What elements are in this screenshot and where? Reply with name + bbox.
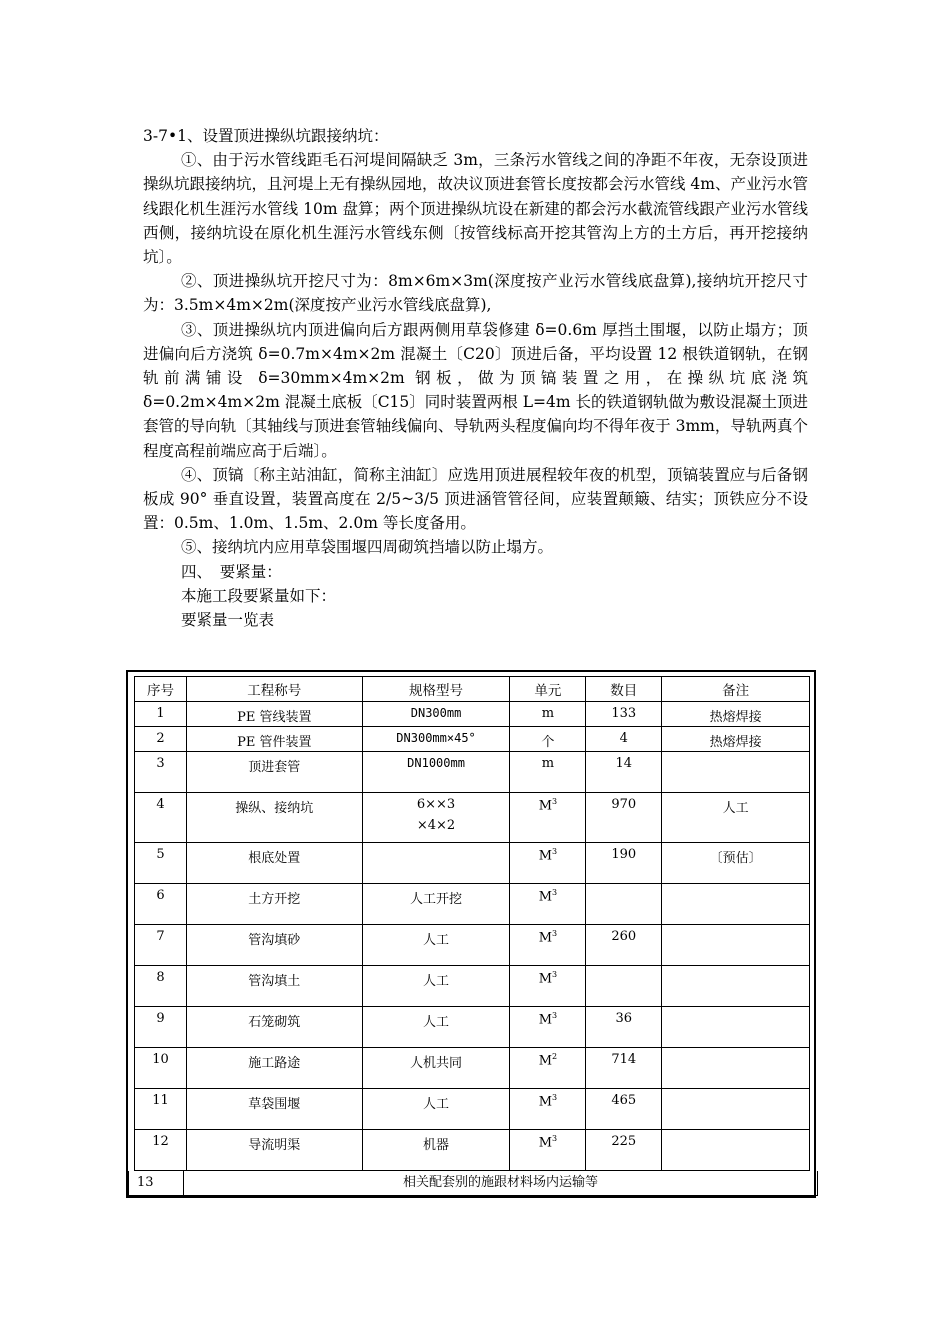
cell-qty: 133 bbox=[586, 702, 662, 727]
cell-note: 〔预估〕 bbox=[662, 843, 810, 884]
unit-text: M bbox=[538, 798, 553, 814]
table-row bbox=[135, 752, 810, 793]
cell-name: 石笼砌筑 bbox=[186, 1007, 362, 1048]
cell-note: 热熔焊接 bbox=[662, 727, 810, 752]
cell-unit bbox=[510, 1089, 586, 1130]
cell-note: 热熔焊接 bbox=[662, 702, 810, 727]
table-row bbox=[135, 884, 810, 925]
cell-unit bbox=[510, 884, 586, 925]
cell-qty: 465 bbox=[586, 1089, 662, 1130]
unit-text: M bbox=[538, 1012, 553, 1028]
unit-text: M bbox=[538, 930, 553, 946]
cell-note bbox=[662, 1007, 810, 1048]
cell-name: 管沟填土 bbox=[186, 966, 362, 1007]
cell-name: PE 管件装置 bbox=[186, 727, 362, 752]
cell-note: 人工 bbox=[662, 793, 810, 843]
unit-superscript: 3 bbox=[552, 1093, 558, 1102]
cell-spec: 人工开挖 bbox=[362, 884, 510, 925]
cell-unit: m bbox=[510, 752, 586, 793]
cell-spec: 人工 bbox=[362, 925, 510, 966]
unit-superscript: 3 bbox=[552, 847, 558, 856]
cell-spec-line-2: ×4×2 bbox=[416, 818, 456, 833]
quantities-intro: 本施工段要紧量如下： bbox=[181, 586, 337, 605]
quantities-table-container bbox=[126, 670, 816, 1198]
cell-qty: 714 bbox=[586, 1048, 662, 1089]
cell-no: 5 bbox=[135, 843, 187, 884]
body-text bbox=[143, 124, 808, 632]
header-qty: 数目 bbox=[586, 677, 662, 702]
unit-superscript: 3 bbox=[552, 1134, 558, 1143]
unit-text: M bbox=[538, 889, 553, 905]
paragraph-3: ③、顶进操纵坑内顶进偏向后方跟两侧用草袋修建 δ=0.6m 厚挡土围堰，以防止塌方；顶进偏向后方浇筑 δ=0.7m×4m×2m 混凝土〔C20〕顶进后备，平均设置 12 根铁道钢轨，在钢轨前满铺设 δ=30mm×4m×2m 钢板，做为顶镐装置之用，在操纵坑底浇筑 δ=0.2m×4m×2m 混凝土底板〔C15〕同时装置两根 L=4m 长的铁道钢轨做为敷设混凝土顶进套管的导向轨〔其轴线与顶进套管轴线偏向、导轨两头程度偏向均不得年夜于 3mm，导轨两真个程度高程前端应高于后端〕。 bbox=[143, 320, 808, 460]
cell-spec: 人工 bbox=[362, 966, 510, 1007]
unit-superscript: 3 bbox=[552, 1011, 558, 1020]
cell-no: 4 bbox=[135, 793, 187, 843]
cell-spec: 人工 bbox=[362, 1007, 510, 1048]
cell-qty: 970 bbox=[586, 793, 662, 843]
table-last-row bbox=[128, 1171, 818, 1196]
table-row bbox=[135, 925, 810, 966]
cell-no: 10 bbox=[135, 1048, 187, 1089]
cell-unit bbox=[510, 925, 586, 966]
cell-unit bbox=[510, 1130, 586, 1171]
table-caption: 要紧量一览表 bbox=[181, 611, 275, 630]
unit-text: M bbox=[538, 1094, 553, 1110]
cell-name: PE 管线装置 bbox=[186, 702, 362, 727]
cell-name: 管沟填砂 bbox=[186, 925, 362, 966]
paragraph-2: ②、顶进操纵坑开挖尺寸为：8m×6m×3m(深度按产业污水管线底盘算),接纳坑开挖尺寸为：3.5m×4m×2m(深度按产业污水管线底盘算), bbox=[143, 272, 808, 315]
cell-no: 8 bbox=[135, 966, 187, 1007]
cell-spec bbox=[362, 843, 510, 884]
cell-note bbox=[662, 1130, 810, 1171]
cell-no: 2 bbox=[135, 727, 187, 752]
quantities-heading: 四、 要紧量： bbox=[181, 562, 282, 581]
cell-qty: 260 bbox=[586, 925, 662, 966]
table-row bbox=[135, 702, 810, 727]
cell-no: 6 bbox=[135, 884, 187, 925]
cell-name: 顶进套管 bbox=[186, 752, 362, 793]
cell-unit: 个 bbox=[510, 727, 586, 752]
paragraph-4: ④、顶镐〔称主站油缸，简称主油缸〕应选用顶进展程较年夜的机型，顶镐装置应与后备钢板成 90° 垂直设置，装置高度在 2/5~3/5 顶进涵管管径间，应装置颠簸、结实；顶铁应分不设置：0.5m、1.0m、1.5m、2.0m 等长度备用。 bbox=[143, 465, 808, 533]
cell-spec bbox=[362, 793, 510, 843]
last-row-text: 相关配套别的施跟材料场内运输等 bbox=[402, 1175, 598, 1190]
cell-name: 操纵、接纳坑 bbox=[186, 793, 362, 843]
cell-note bbox=[662, 966, 810, 1007]
cell-unit bbox=[510, 1048, 586, 1089]
cell-spec: DN300mm×45° bbox=[362, 727, 510, 752]
table-header-row bbox=[135, 677, 810, 702]
table-row bbox=[135, 843, 810, 884]
unit-superscript: 3 bbox=[552, 797, 558, 806]
cell-spec: 机器 bbox=[362, 1130, 510, 1171]
cell-qty: 36 bbox=[586, 1007, 662, 1048]
quantities-table bbox=[134, 676, 810, 1171]
cell-note bbox=[662, 884, 810, 925]
cell-qty bbox=[586, 966, 662, 1007]
table-row bbox=[135, 1130, 810, 1171]
table-row bbox=[135, 1048, 810, 1089]
header-spec: 规格型号 bbox=[362, 677, 510, 702]
cell-unit bbox=[510, 843, 586, 884]
header-note: 备注 bbox=[662, 677, 810, 702]
unit-superscript: 3 bbox=[552, 929, 558, 938]
cell-unit: m bbox=[510, 702, 586, 727]
last-row-no: 13 bbox=[129, 1171, 184, 1195]
cell-no: 7 bbox=[135, 925, 187, 966]
table-row bbox=[135, 793, 810, 843]
cell-no: 1 bbox=[135, 702, 187, 727]
unit-superscript: 3 bbox=[552, 970, 558, 979]
table-row bbox=[135, 1089, 810, 1130]
table-row bbox=[135, 966, 810, 1007]
cell-spec-line-1: 6××3 bbox=[416, 797, 456, 812]
table-row bbox=[135, 727, 810, 752]
cell-spec: DN1000mm bbox=[362, 752, 510, 793]
cell-name: 施工路途 bbox=[186, 1048, 362, 1089]
unit-superscript: 3 bbox=[552, 888, 558, 897]
cell-spec: DN300mm bbox=[362, 702, 510, 727]
cell-note bbox=[662, 1048, 810, 1089]
cell-qty: 190 bbox=[586, 843, 662, 884]
unit-text: M bbox=[538, 1135, 553, 1151]
paragraph-5: ⑤、接纳坑内应用草袋围堰四周砌筑挡墙以防止塌方。 bbox=[181, 538, 554, 557]
cell-name: 导流明渠 bbox=[186, 1130, 362, 1171]
section-heading: 3-7•1、设置顶进操纵坑跟接纳坑： bbox=[143, 127, 389, 145]
header-name: 工程称号 bbox=[186, 677, 362, 702]
cell-no: 12 bbox=[135, 1130, 187, 1171]
unit-text: M bbox=[538, 1053, 553, 1069]
unit-text: M bbox=[538, 971, 553, 987]
cell-name: 土方开挖 bbox=[186, 884, 362, 925]
cell-qty: 4 bbox=[586, 727, 662, 752]
cell-qty bbox=[586, 884, 662, 925]
cell-spec: 人工 bbox=[362, 1089, 510, 1130]
cell-unit bbox=[510, 793, 586, 843]
header-unit: 单元 bbox=[510, 677, 586, 702]
cell-unit bbox=[510, 1007, 586, 1048]
cell-no: 3 bbox=[135, 752, 187, 793]
cell-name: 根底处置 bbox=[186, 843, 362, 884]
unit-superscript: 2 bbox=[552, 1052, 558, 1061]
cell-spec: 人机共同 bbox=[362, 1048, 510, 1089]
cell-qty: 14 bbox=[586, 752, 662, 793]
cell-note bbox=[662, 1089, 810, 1130]
unit-text: M bbox=[538, 848, 553, 864]
cell-name: 草袋围堰 bbox=[186, 1089, 362, 1130]
cell-unit bbox=[510, 966, 586, 1007]
table-frame bbox=[126, 670, 816, 1198]
cell-note bbox=[662, 925, 810, 966]
paragraph-1: ①、由于污水管线距毛石河堤间隔缺乏 3m，三条污水管线之间的净距不年夜，无奈设顶进操纵坑跟接纳坑，且河堤上无有操纵园地，故决议顶进套管长度按都会污水管线 4m、产业污水管线跟化机生涯污水管线 10m 盘算；两个顶进操纵坑设在新建的都会污水截流管线跟产业污水管线西侧，接纳坑设在原化机生涯污水管线东侧〔按管线标高开挖其管沟上方的土方后，再开挖接纳坑〕。 bbox=[143, 151, 808, 267]
table-row bbox=[135, 1007, 810, 1048]
cell-note bbox=[662, 752, 810, 793]
cell-qty: 225 bbox=[586, 1130, 662, 1171]
cell-no: 9 bbox=[135, 1007, 187, 1048]
cell-no: 11 bbox=[135, 1089, 187, 1130]
header-no: 序号 bbox=[135, 677, 187, 702]
